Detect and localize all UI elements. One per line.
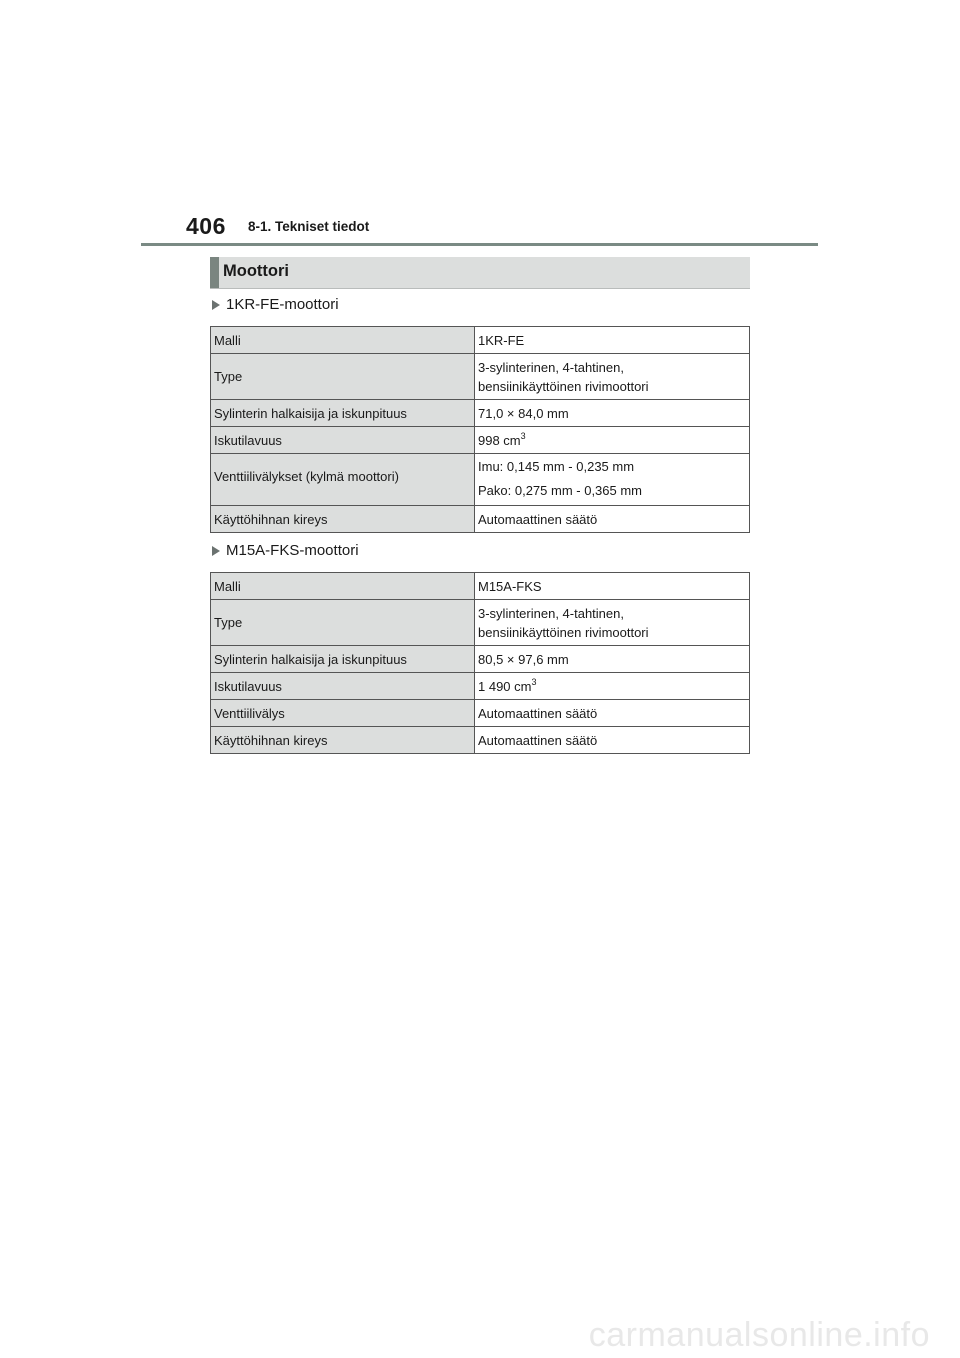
table-row <box>211 673 750 700</box>
row-label: Type <box>211 354 475 400</box>
row-value <box>475 354 750 400</box>
row-value-text: 1 490 cm <box>478 679 532 694</box>
row-label: Venttiilivälykset (kylmä moottori) <box>211 454 475 506</box>
row-value-line: 3-sylinterinen, 4-tahtinen, <box>478 606 624 621</box>
row-value: M15A-FKS <box>475 573 750 600</box>
row-label: Venttiilivälys <box>211 700 475 727</box>
table-row <box>211 700 750 727</box>
spec-table-m15a <box>210 572 750 754</box>
row-value-line: Pako: 0,275 mm - 0,365 mm <box>478 483 643 498</box>
engine-heading-m15a <box>212 542 359 559</box>
row-value <box>475 454 750 506</box>
superscript: 3 <box>531 676 537 687</box>
engine-heading-label: M15A-FKS-moottori <box>226 542 359 559</box>
engine-heading-label: 1KR-FE-moottori <box>226 296 339 313</box>
row-value: 71,0 × 84,0 mm <box>475 400 750 427</box>
arrow-right-icon <box>212 546 220 556</box>
page-number: 406 <box>186 213 226 239</box>
table-row <box>211 573 750 600</box>
row-value: Automaattinen säätö <box>475 727 750 754</box>
row-value: Automaattinen säätö <box>475 506 750 533</box>
table-row <box>211 454 750 506</box>
row-label: Käyttöhihnan kireys <box>211 727 475 754</box>
arrow-right-icon <box>212 300 220 310</box>
table-row <box>211 727 750 754</box>
header-divider <box>141 243 818 246</box>
section-heading-bar <box>210 257 219 288</box>
spec-table-1kr <box>210 326 750 533</box>
row-value-text: 998 cm <box>478 433 521 448</box>
row-label: Malli <box>211 573 475 600</box>
table-row <box>211 646 750 673</box>
row-label: Sylinterin halkaisija ja iskunpituus <box>211 646 475 673</box>
row-value-line: Imu: 0,145 mm - 0,235 mm <box>478 459 635 474</box>
section-heading <box>210 257 750 289</box>
row-value-line: bensiinikäyttöinen rivimoottori <box>478 379 649 394</box>
row-label: Iskutilavuus <box>211 673 475 700</box>
superscript: 3 <box>520 430 526 441</box>
row-label: Sylinterin halkaisija ja iskunpituus <box>211 400 475 427</box>
table-row <box>211 427 750 454</box>
table-row <box>211 600 750 646</box>
row-value: 1KR-FE <box>475 327 750 354</box>
table-row <box>211 327 750 354</box>
row-label: Malli <box>211 327 475 354</box>
row-value: Automaattinen säätö <box>475 700 750 727</box>
row-label: Type <box>211 600 475 646</box>
engine-heading-1kr <box>212 296 339 313</box>
row-value <box>475 427 750 454</box>
row-label: Käyttöhihnan kireys <box>211 506 475 533</box>
watermark: carmanualsonline.info <box>588 1316 930 1354</box>
row-value-line: bensiinikäyttöinen rivimoottori <box>478 625 649 640</box>
row-value <box>475 600 750 646</box>
row-value: 80,5 × 97,6 mm <box>475 646 750 673</box>
row-label: Iskutilavuus <box>211 427 475 454</box>
row-value-line: 3-sylinterinen, 4-tahtinen, <box>478 360 624 375</box>
section-label: 8-1. Tekniset tiedot <box>248 219 370 234</box>
table-row <box>211 400 750 427</box>
table-row <box>211 506 750 533</box>
table-row <box>211 354 750 400</box>
row-value <box>475 673 750 700</box>
section-title: Moottori <box>223 262 289 280</box>
